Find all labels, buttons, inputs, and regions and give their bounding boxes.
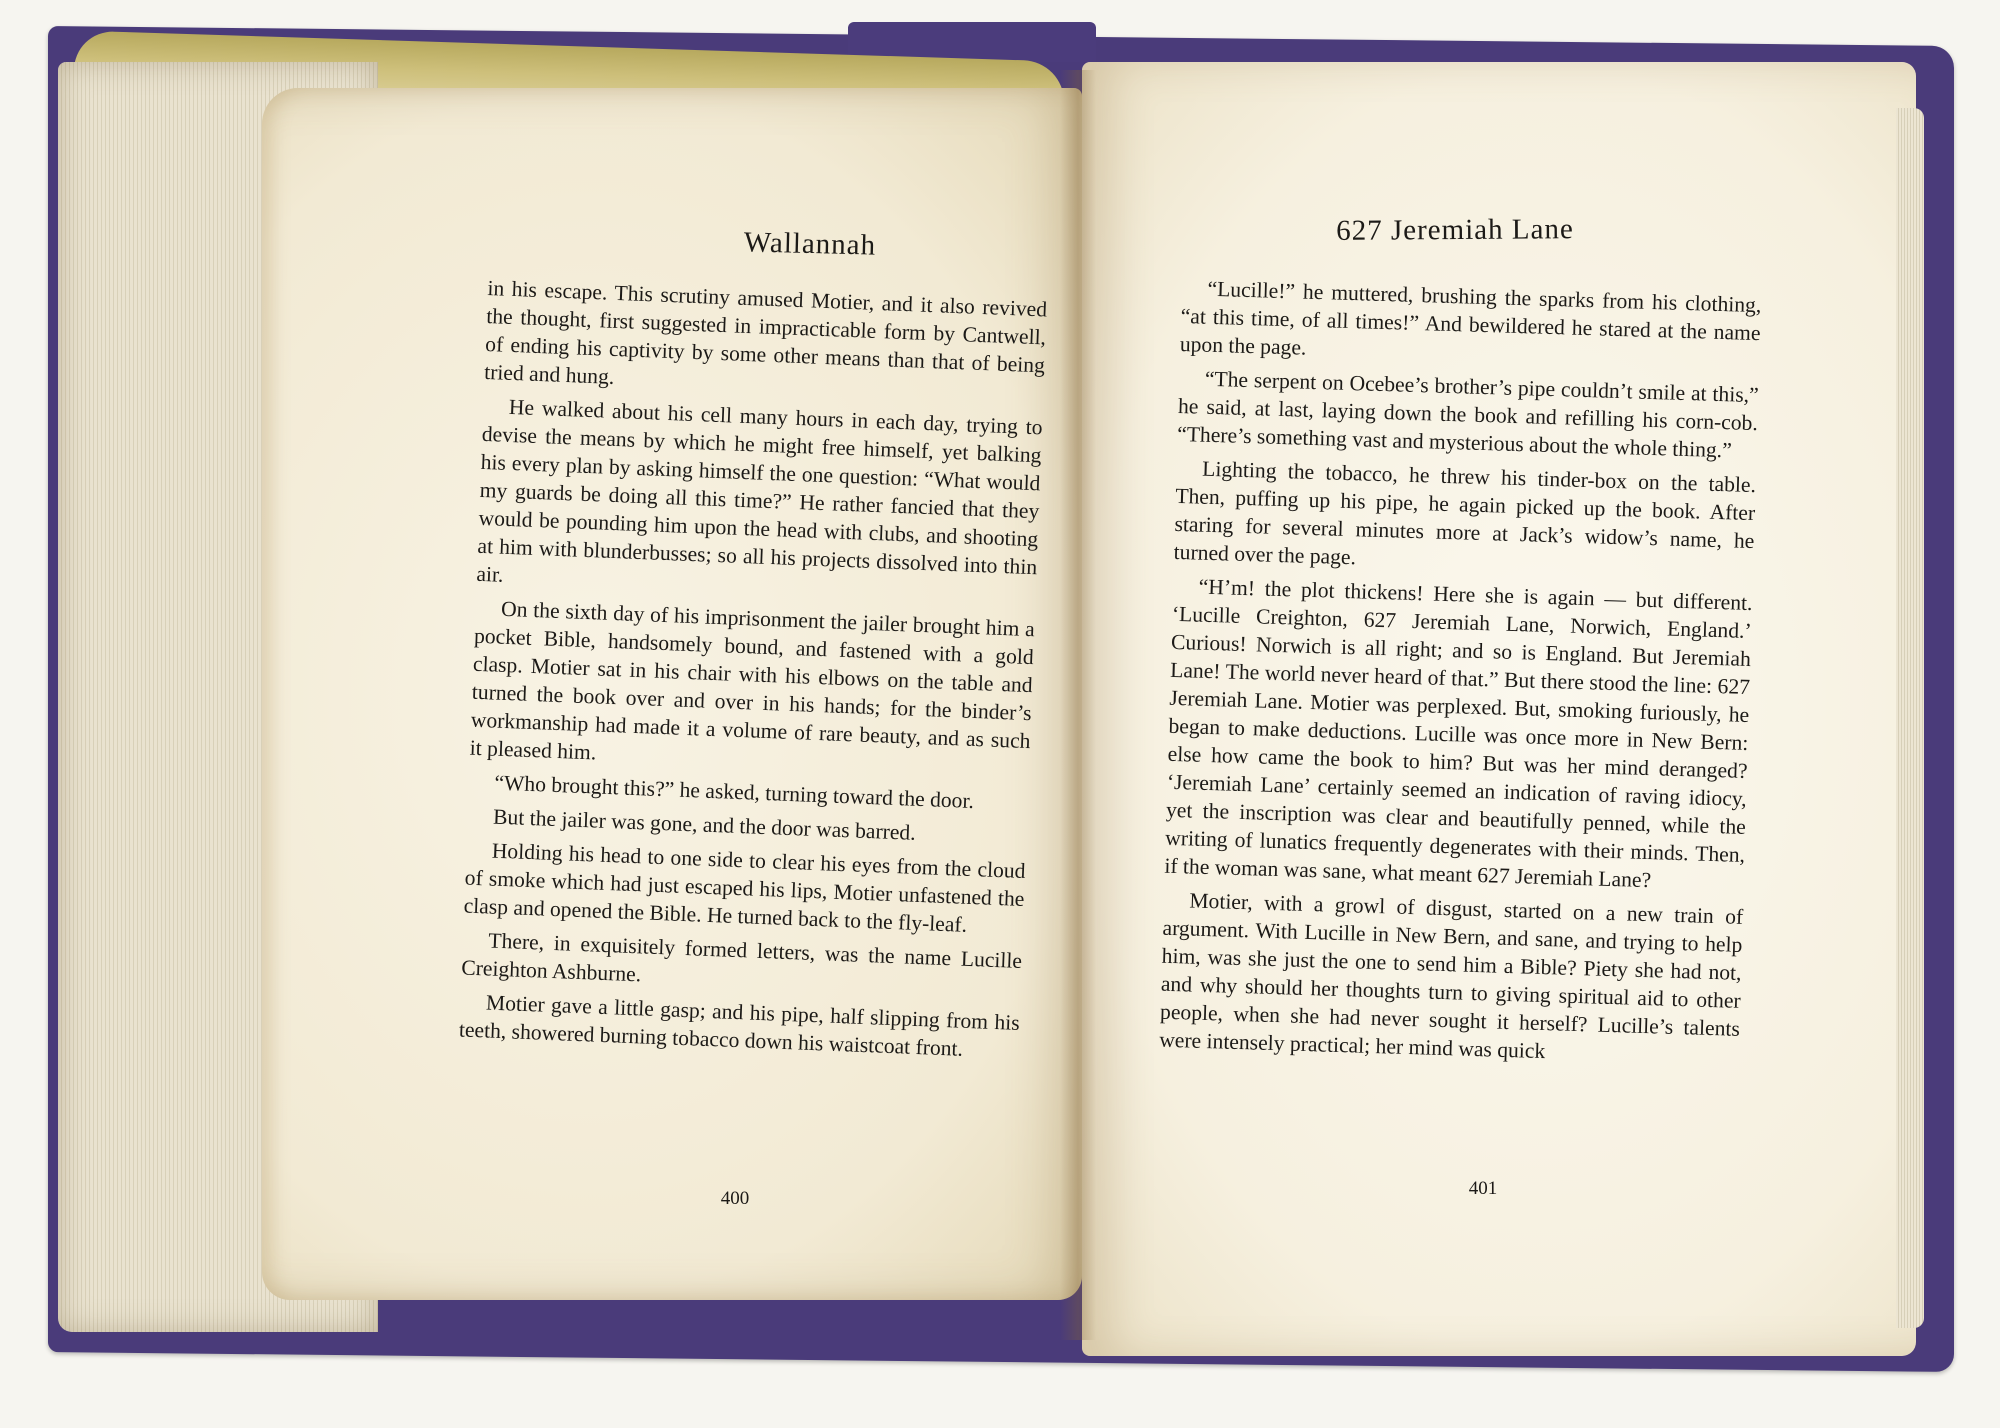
paragraph: in his escape. This scrutiny amused Motier, and it also revived the thought, first suggested in impracticable form by Cantwell, of ending his captivity by some other means than that of being tried and hung. <box>483 275 1048 389</box>
right-page-text <box>1159 274 1762 1077</box>
paragraph: He walked about his cell many hours in each day, trying to devise the means by which he might free himself, yet balking his every plan by asking himself the one question: “What would my guards be doing all this time?” He rather fancied that they would be pounding him upon the head with clubs, and shooting at him with blunderbusses; so all his projects dissolved into thin air. <box>476 394 1043 587</box>
paragraph: Holding his head to one side to clear his eyes from the cloud of smoke which had just escaped his lips, Motier unfastened the clasp and opened the Bible. He turned back to the fly-leaf. <box>463 838 1026 937</box>
right-page-number: 401 <box>1468 1178 1498 1199</box>
right-running-header: 627 Jeremiah Lane <box>1336 213 1574 247</box>
paragraph: There, in exquisitely formed letters, was the name Lucille Creighton Ashburne. <box>460 928 1023 987</box>
paragraph: Motier, with a growl of disgust, started on a new train of argument. With Lucille in New Bern, and sane, and trying to help him, was she just the one to send him a Bible? Piety she had not, and why should her thoughts turn to giving spiritual aid to other people, when she had never sought it herself? Lucille’s talents were intensely practical; her mind was quick <box>1158 888 1744 1064</box>
paragraph: Motier gave a little gasp; and his pipe, half slipping from his teeth, showered burning tobacco down his waistcoat front. <box>458 990 1021 1061</box>
left-running-header: Wallannah <box>743 226 877 262</box>
book-gutter <box>1060 70 1096 1340</box>
paragraph: Lighting the tobacco, he threw his tinder-box on the table. Then, puffing up his pipe, he again picked up the book. After staring for several minutes more at Jack’s widow’s name, he turned over the page. <box>1173 456 1757 570</box>
left-page-text <box>458 274 1047 1071</box>
right-page-edges <box>1896 108 1924 1328</box>
paragraph: But the jailer was gone, and the door was barred. <box>492 804 917 845</box>
paragraph: “Lucille!” he muttered, brushing the sparks from his clothing, “at this time, of all times!” And bewildered he stared at the name upon the page. <box>1179 276 1762 360</box>
paragraph: “The serpent on Ocebee’s brother’s pipe couldn’t smile at this,” he said, at last, laying down the book and refilling his corn-cob. “There’s something vast and mysterious about the whole thing.” <box>1176 366 1760 463</box>
left-page-number: 400 <box>720 1188 750 1209</box>
paragraph: On the sixth day of his imprisonment the jailer brought him a pocket Bible, handsomely bound, and fastened with a gold clasp. Motier sat in his chair with his elbows on the table and turned the book over and over in his hands; for the binder’s workmanship had made it a volume of rare beauty, and as such it pleased him. <box>469 596 1036 765</box>
paragraph: “Who brought this?” he asked, turning toward the door. <box>494 770 975 814</box>
paragraph: “H’m! the plot thickens! Here she is again — but different. ‘Lucille Creighton, 627 Jeremiah Lane, Norwich, England.’ Curious! Norwich is all right; and so is England. But Jeremiah Lane! The world never heard of that.” But there stood the line: 627 Jeremiah Lane. Motier was perplexed. But, smoking furiously, he began to make deductions. Lucille was once more in New Bern: else how came the book to him? But was her mind deranged? ‘Jeremiah Lane’ certainly seemed an indication of raving idiocy, yet the inscription was clear and beautifully penned, while the writing of lunatics frequently degenerates with their minds. Then, if the woman was sane, what meant 627 Jeremiah Lane? <box>1164 574 1753 893</box>
